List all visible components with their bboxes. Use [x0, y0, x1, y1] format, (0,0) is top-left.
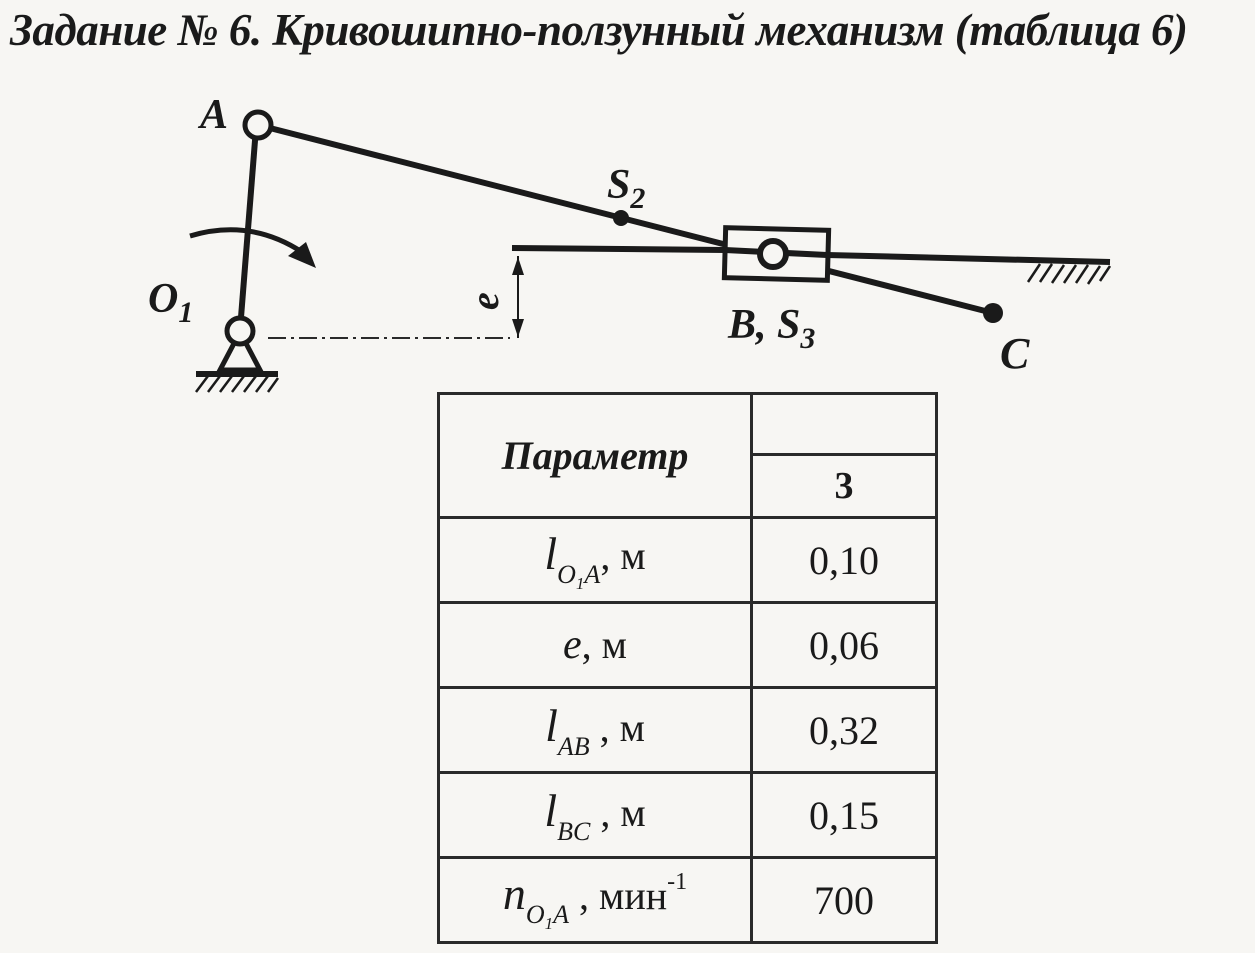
ground-hatch-right: [1028, 264, 1110, 284]
header-variant-top: [752, 394, 937, 455]
point-s2: [613, 210, 629, 226]
table-row: [439, 603, 937, 688]
joint-b: [760, 241, 786, 267]
label-b-s3: B, $S_3$: [728, 302, 816, 355]
value-cell: 0,10: [752, 518, 937, 603]
header-variant-number: 3: [752, 455, 937, 518]
value-cell: 0,15: [752, 773, 937, 858]
label-s2: $S_2$: [607, 162, 646, 215]
parameter-table: [437, 392, 938, 944]
param-cell: e, м: [439, 603, 752, 688]
label-o1: $O_1$: [148, 276, 194, 329]
support-hatch: [196, 376, 278, 392]
label-a: A: [200, 92, 229, 138]
value-cell: 0,32: [752, 688, 937, 773]
param-cell: $l_{BC}$ , м: [439, 773, 752, 858]
label-c: C: [1000, 329, 1030, 378]
dimension-arrow-top: [512, 257, 524, 275]
page-title: Задание № 6. Кривошипно-ползунный механизм (таблица 6): [10, 5, 1188, 55]
mechanism-diagram: [0, 0, 1255, 400]
value-cell: 0,06: [752, 603, 937, 688]
table-row: [439, 518, 937, 603]
point-c: [983, 303, 1003, 323]
label-e: e: [462, 292, 507, 310]
slider-guide-left: [512, 248, 725, 250]
dimension-arrow-bottom: [512, 319, 524, 337]
table-row: [439, 688, 937, 773]
table-row: [439, 858, 937, 943]
param-cell: $n_{O1A}$ , мин$^{-1}$: [439, 858, 752, 943]
joint-a: [245, 112, 271, 138]
slider-guide-right: [827, 255, 1110, 262]
param-cell: $l_{O1A}$, м: [439, 518, 752, 603]
value-cell: 700: [752, 858, 937, 943]
joint-o1: [227, 318, 253, 344]
param-cell: $l_{AB}$ , м: [439, 688, 752, 773]
table-row: [439, 773, 937, 858]
header-parameter: Параметр: [439, 394, 752, 518]
